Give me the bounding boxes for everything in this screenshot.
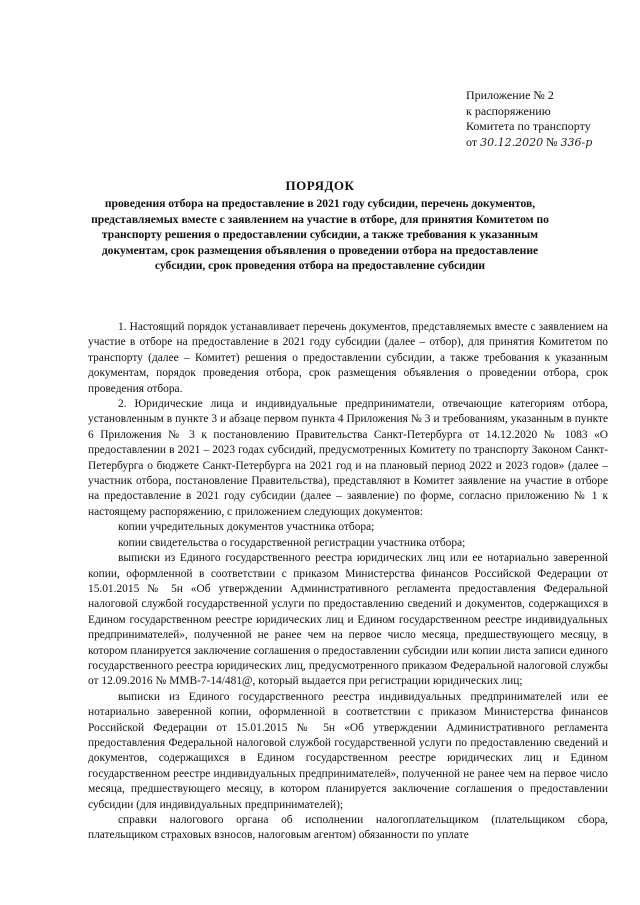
document-subtitle: проведения отбора на предоставление в 2021 году субсидии, перечень документов, представляемых вместе с заявлением на участие в отборе, для принятия Комитетом по транспорту решения о предоставлении субсидии, а также требования к указанным документам, срок размещения объявления о проведении отбора на предоставление субсидии, срок проведения отбора на предоставление субсидии	[91, 197, 549, 273]
list-item-founding-docs: копии учредительных документов участника отбора;	[118, 521, 375, 534]
handwritten-date: 30.12.2020	[480, 135, 544, 149]
list-item-registration-cert: копии свидетельства о государственной регистрации участника отбора;	[118, 536, 466, 549]
document-body	[88, 320, 608, 844]
appendix-date-line	[466, 135, 626, 151]
list-item-egrul-extract: выписки из Единого государственного реестра юридических лиц или ее нотариально заверенной копии, оформленной в соответствии с приказом Министерства финансов Российской Федерации от 15.01.2015 № 5н «Об утверждении Административного регламента предоставления Федеральной налоговой службой государственной услуги по предоставлению сведений и документов, содержащихся в Едином государственном реестре юридических лиц и Едином государственном реестре индивидуальных предпринимателей», полученной не ранее чем на первое число месяца, предшествующего месяцу, в котором планируется заключение соглашения о предоставлении субсидии или копии листа записи единого государственного реестра юридических лиц, предусмотренного приказом Федеральной налоговой службы от 12.09.2016 № ММВ-7-14/481@, который выдается при регистрации юридических лиц;	[88, 552, 608, 688]
appendix-header	[466, 88, 626, 150]
number-prefix: №	[546, 134, 558, 149]
handwritten-number: 336-р	[560, 135, 593, 149]
list-item-egrip-extract: выписки из Единого государственного реестра индивидуальных предпринимателей или ее нотариально заверенной копии, оформленной в соответствии с приказом Министерства финансов Российской Федерации от 15.01.2015 № 5н «Об утверждении Административного регламента предоставления Федеральной налоговой службой государственной услуги по предоставлению сведений и документов, содержащихся в Едином государственном реестре юридических лиц и Едином государственном реестре индивидуальных предпринимателей», полученной не ранее чем на первое число месяца, предшествующего месяцу, в котором планируется заключение соглашения о предоставлении субсидии (для индивидуальных предпринимателей);	[88, 690, 608, 811]
document-title: ПОРЯДОК	[285, 178, 355, 193]
appendix-reference: к распоряжению	[466, 103, 551, 118]
paragraph-1: 1. Настоящий порядок устанавливает перечень документов, представляемых вместе с заявлением на участие в отборе на предоставление в 2021 году субсидии (далее – отбор), для принятия Комитетом по транспорту (далее – Комитет) решения о предоставлении субсидии, а также требования к указанным документам, порядок проведения отбора, срок размещения объявления о проведении отбора, срок проведения отбора.	[88, 321, 608, 395]
paragraph-2: 2. Юридические лица и индивидуальные предприниматели, отвечающие категориям отбора, установленным в пункте 3 и абзаце первом пункта 4 Приложения № 3 и требованиям, указанным в пункте 6 Приложения № 3 к постановлению Правительства Санкт-Петербурга от 14.12.2020 № 1083 «О предоставлении в 2021 – 2023 годах субсидий, предусмотренных Комитету по транспорту Законом Санкт-Петербурга о бюджете Санкт-Петербурга на 2021 год и на плановый период 2022 и 2023 годов» (далее – участник отбора, постановление Правительства), представляют в Комитет заявление на участие в отборе на предоставление в 2021 году субсидии (далее – заявление) по форме, согласно приложению № 1 к настоящему распоряжению, с приложением следующих документов:	[88, 398, 608, 518]
date-prefix: от	[466, 134, 478, 149]
appendix-number: Приложение № 2	[466, 88, 554, 102]
appendix-committee: Комитета по транспорту	[466, 119, 591, 133]
list-item-tax-certificate: справки налогового органа об исполнении налогоплательщиком (плательщиком сбора, плательщиком страховых взносов, налоговым агентом) обязанности по уплате	[88, 814, 608, 842]
